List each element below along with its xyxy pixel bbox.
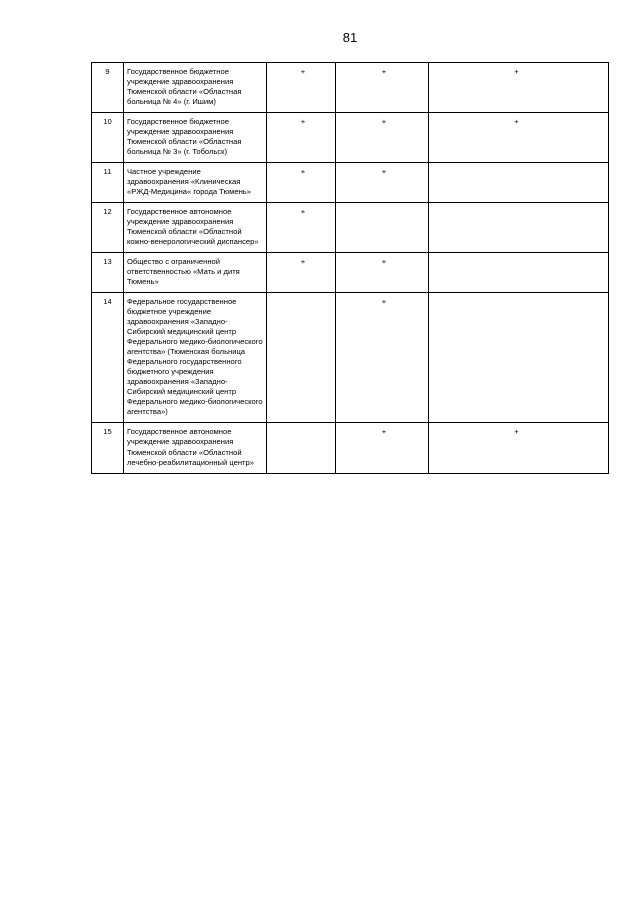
table-row [92, 253, 609, 293]
mark-cell-a [267, 293, 336, 423]
mark-cell-c [429, 163, 609, 203]
institution-name-cell [124, 293, 267, 423]
plus-mark: + [514, 427, 519, 437]
plus-mark: + [381, 167, 387, 177]
row-number-cell [92, 253, 124, 293]
institution-name: Федеральное государственное бюджетное учреждение здравоохранения «Западно-Сибирский медицинский центр Федерального медико-биологического агентства» (Тюменская больница Федерального государственного бюджетного учреждения здравоохранения «Западно-Сибирский медицинский центр Федерального медико-биологического агентства») [127, 297, 263, 417]
plus-mark: + [381, 297, 387, 307]
row-number: 15 [103, 427, 112, 437]
institution-name: Государственное бюджетное учреждение здравоохранения Тюменской области «Областная больница № 3» (г. Тобольск) [127, 117, 242, 157]
mark-cell-b [336, 63, 429, 113]
mark-cell-c [429, 423, 609, 473]
plus-mark: + [381, 257, 387, 267]
table-row [92, 203, 609, 253]
mark-cell-b [336, 293, 429, 423]
row-number-cell [92, 293, 124, 423]
table-row [92, 113, 609, 163]
plus-mark: + [381, 117, 387, 127]
mark-cell-a [267, 63, 336, 113]
institution-name-cell [124, 63, 267, 113]
row-number-cell [92, 113, 124, 163]
table-row [92, 163, 609, 203]
mark-cell-b [336, 113, 429, 163]
row-number: 9 [105, 67, 110, 76]
mark-cell-a [267, 113, 336, 163]
mark-cell-a [267, 203, 336, 253]
mark-cell-c [429, 63, 609, 113]
mark-cell-c [429, 293, 609, 423]
plus-mark: + [381, 67, 387, 76]
plus-mark: + [300, 207, 306, 217]
row-number: 10 [103, 117, 112, 127]
institution-name: Государственное автономное учреждение здравоохранения Тюменской области «Областной кожно-венерологический диспансер» [127, 207, 259, 247]
mark-cell-c [429, 253, 609, 293]
institution-name: Частное учреждение здравоохранения «Клиническая «РЖД-Медицина« города Тюмень» [127, 167, 251, 197]
row-number: 13 [103, 257, 112, 267]
page-number: 81 [342, 30, 358, 45]
plus-mark: + [514, 67, 519, 76]
mark-cell-b [336, 253, 429, 293]
plus-mark: + [300, 67, 306, 76]
plus-mark: + [300, 257, 306, 267]
row-number: 11 [103, 167, 112, 177]
institution-name-cell [124, 203, 267, 253]
institution-name: Государственное автономное учреждение здравоохранения Тюменской области «Областной лечебно-реабилитационный центр» [127, 427, 254, 467]
mark-cell-b [336, 203, 429, 253]
table-row [92, 293, 609, 423]
institution-name: Государственное бюджетное учреждение здравоохранения Тюменской области «Областная больница № 4» (г. Ишим) [127, 67, 242, 107]
table-row [92, 63, 609, 113]
plus-mark: + [381, 427, 387, 437]
row-number-cell [92, 163, 124, 203]
plus-mark: + [300, 167, 306, 177]
institution-name-cell [124, 113, 267, 163]
medical-institutions-table [91, 62, 609, 474]
row-number: 14 [103, 297, 112, 307]
mark-cell-a [267, 253, 336, 293]
mark-cell-a [267, 423, 336, 473]
mark-cell-a [267, 163, 336, 203]
table-row [92, 423, 609, 473]
plus-mark: + [514, 117, 519, 127]
row-number-cell [92, 203, 124, 253]
row-number: 12 [103, 207, 112, 217]
plus-mark: + [300, 117, 306, 127]
mark-cell-c [429, 113, 609, 163]
mark-cell-b [336, 423, 429, 473]
row-number-cell [92, 63, 124, 113]
institution-name-cell [124, 423, 267, 473]
institution-name: Общество с ограниченной ответственностью «Мать и дитя Тюмень» [127, 257, 240, 287]
institution-name-cell [124, 163, 267, 203]
row-number-cell [92, 423, 124, 473]
table-body [92, 63, 609, 474]
institution-name-cell [124, 253, 267, 293]
mark-cell-c [429, 203, 609, 253]
mark-cell-b [336, 163, 429, 203]
